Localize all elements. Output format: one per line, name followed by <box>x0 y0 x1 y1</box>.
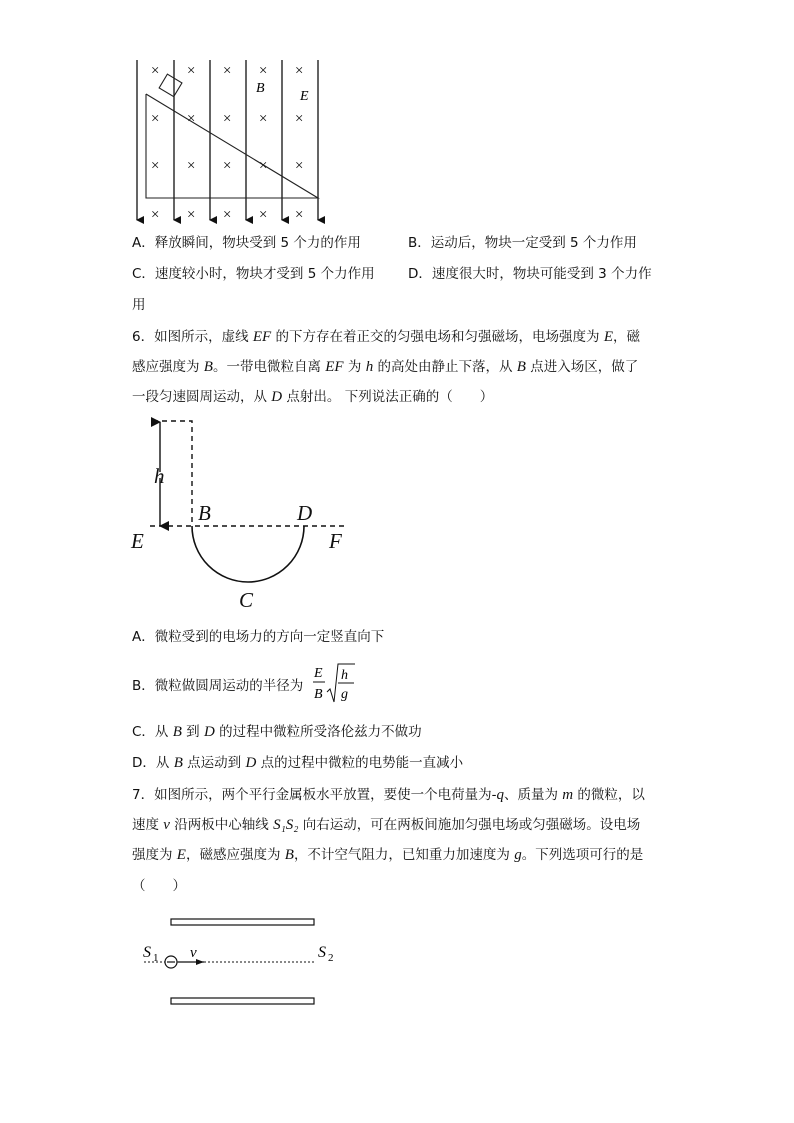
label-b: B <box>256 81 265 96</box>
semicircle-path <box>192 526 304 582</box>
q5-option-c: C．速度较小时，物块才受到 5 个力作用 <box>132 266 375 282</box>
label-d: D <box>297 501 313 525</box>
formula-b: B <box>314 687 323 702</box>
formula-g: g <box>341 687 348 702</box>
q6-stem-line3: 一段匀速圆周运动，从 D 点射出。 下列说法正确的（ ） <box>132 389 494 405</box>
cross: × <box>150 158 161 174</box>
parallel-plates-figure <box>140 912 340 1012</box>
cross: × <box>186 207 197 223</box>
cross: × <box>258 63 269 79</box>
label-s1: S <box>143 944 151 961</box>
q5-option-d: D．速度很大时，物块可能受到 3 个力作 <box>408 266 652 282</box>
cross: × <box>222 111 233 127</box>
formula-e: E <box>314 666 323 681</box>
cross: × <box>258 111 269 127</box>
q6-stem-line2: 感应强度为 B。一带电微粒自离 EF 为 h 的高处由静止下落，从 B 点进入场区，做了 <box>132 359 639 375</box>
cross: × <box>294 207 305 223</box>
label-c: C <box>239 588 254 612</box>
top-plate <box>171 919 314 925</box>
q6-option-b-text: B．微粒做圆周运动的半径为 <box>132 678 304 694</box>
cross: × <box>294 158 305 174</box>
label-e: E <box>131 529 144 553</box>
bottom-plate <box>171 998 314 1004</box>
semicircle-path-figure <box>125 412 365 612</box>
q5-option-b: B．运动后，物块一定受到 5 个力作用 <box>408 235 637 251</box>
q5-option-d-cont: 用 <box>132 297 146 313</box>
cross: × <box>222 207 233 223</box>
label-s2: S <box>318 944 326 961</box>
label-b: B <box>198 501 211 525</box>
cross: × <box>294 111 305 127</box>
cross: × <box>258 207 269 223</box>
cross: × <box>150 63 161 79</box>
block <box>159 74 182 96</box>
q6-option-c: C．从 B 到 D 的过程中微粒所受洛伦兹力不做功 <box>132 724 422 740</box>
cross: × <box>186 63 197 79</box>
q7-stem-line3: 强度为 E，磁感应强度为 B，不计空气阻力，已知重力加速度为 g。下列选项可行的是 <box>132 847 644 863</box>
label-h: h <box>154 464 165 488</box>
cross: × <box>186 111 197 127</box>
q6-option-a: A．微粒受到的电场力的方向一定竖直向下 <box>132 629 385 645</box>
cross: × <box>294 63 305 79</box>
label-s1-sub: 1 <box>153 952 159 964</box>
cross: × <box>150 111 161 127</box>
formula-h: h <box>341 668 348 683</box>
q6-option-d: D．从 B 点运动到 D 点的过程中微粒的电势能一直减小 <box>132 755 464 771</box>
cross: × <box>222 158 233 174</box>
label-v: v <box>190 945 197 961</box>
radius-formula <box>311 660 357 706</box>
q7-stem-line1: 7．如图所示，两个平行金属板水平放置，要使一个电荷量为-q、质量为 m 的微粒，以 <box>132 787 645 803</box>
cross: × <box>258 158 269 174</box>
incline-field-figure <box>130 58 330 230</box>
cross: × <box>222 63 233 79</box>
label-e: E <box>300 89 309 104</box>
q5-option-a: A．释放瞬间，物块受到 5 个力的作用 <box>132 235 361 251</box>
q7-stem-line4: （ ） <box>132 878 186 894</box>
cross: × <box>186 158 197 174</box>
label-f: F <box>329 529 342 553</box>
q7-stem-line2: 速度 v 沿两板中心轴线 S₁S₂ 向右运动，可在两板间施加匀强电场或匀强磁场。设电场 <box>132 817 641 833</box>
cross: × <box>150 207 161 223</box>
label-s2-sub: 2 <box>328 952 334 964</box>
q6-stem-line1: 6．如图所示，虚线 EF 的下方存在着正交的匀强电场和匀强磁场，电场强度为 E，磁 <box>132 329 640 345</box>
incline <box>146 94 318 198</box>
